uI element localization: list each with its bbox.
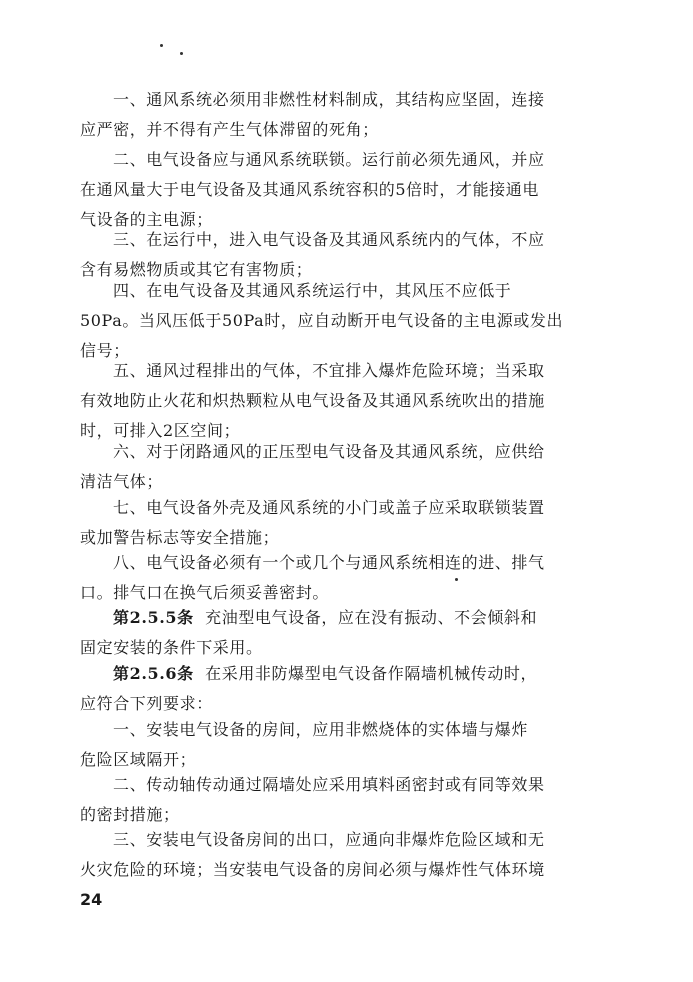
text-line: 气设备的主电源； xyxy=(80,210,213,229)
page-number: 24 xyxy=(80,890,103,909)
text-line: 或加警告标志等安全措施； xyxy=(80,528,280,547)
article-2-5-6 xyxy=(80,659,580,719)
text-line: 一、通风系统必须用非燃性材料制成，其结构应坚固，连接 xyxy=(113,90,545,109)
text-line: 固定安装的条件下采用。 xyxy=(80,638,263,657)
paragraph-1 xyxy=(80,85,580,145)
article-2-5-5 xyxy=(80,603,580,663)
text-line: 时，可排入2区空间； xyxy=(80,421,241,440)
text-line: 应符合下列要求： xyxy=(80,694,213,713)
paragraph-6 xyxy=(80,437,580,497)
text-line: 三、安装电气设备房间的出口，应通向非爆炸危险区域和无 xyxy=(113,830,545,849)
text-line: 一、安装电气设备的房间，应用非燃烧体的实体墙与爆炸 xyxy=(113,720,529,739)
scan-speck xyxy=(455,578,458,581)
paragraph-8 xyxy=(80,548,580,608)
scan-speck xyxy=(160,44,163,47)
text-line: 在通风量大于电气设备及其通风系统容积的5倍时，才能接通电 xyxy=(80,180,539,199)
text-line: 五、通风过程排出的气体，不宜排入爆炸危险环境；当采取 xyxy=(113,361,545,380)
text-line: 二、电气设备应与通风系统联锁。运行前必须先通风，并应 xyxy=(113,150,545,169)
text-line: 二、传动轴传动通过隔墙处应采用填料函密封或有同等效果 xyxy=(113,775,545,794)
text-line: 口。排气口在换气后须妥善密封。 xyxy=(80,583,330,602)
paragraph-13 xyxy=(80,825,580,885)
text-line: 八、电气设备必须有一个或几个与通风系统相连的进、排气 xyxy=(113,553,545,572)
text-line: 清洁气体； xyxy=(80,472,164,491)
paragraph-4 xyxy=(80,276,580,366)
text-line: 应严密，并不得有产生气体滞留的死角； xyxy=(80,120,379,139)
text-line: 危险区域隔开； xyxy=(80,750,197,769)
article-label: 第2.5.6条 xyxy=(113,664,194,683)
text-line: 50Pa。当风压低于50Pa时，应自动断开电气设备的主电源或发出 xyxy=(80,311,564,330)
scan-speck xyxy=(180,52,183,55)
text-line: 火灾危险的环境；当安装电气设备的房间必须与爆炸性气体环境 xyxy=(80,860,545,879)
text-line: 四、在电气设备及其通风系统运行中，其风压不应低于 xyxy=(113,281,512,300)
article-label: 第2.5.5条 xyxy=(113,608,194,627)
text-line: 充油型电气设备，应在没有振动、不会倾斜和 xyxy=(205,608,538,627)
paragraph-2 xyxy=(80,145,580,235)
paragraph-7 xyxy=(80,493,580,553)
text-line: 有效地防止火花和炽热颗粒从电气设备及其通风系统吹出的措施 xyxy=(80,391,545,410)
paragraph-12 xyxy=(80,770,580,830)
text-line: 在采用非防爆型电气设备作隔墙机械传动时， xyxy=(205,664,538,683)
text-line: 六、对于闭路通风的正压型电气设备及其通风系统，应供给 xyxy=(113,442,545,461)
paragraph-11 xyxy=(80,715,580,775)
text-line: 的密封措施； xyxy=(80,805,180,824)
text-line: 七、电气设备外壳及通风系统的小门或盖子应采取联锁装置 xyxy=(113,498,545,517)
paragraph-5 xyxy=(80,356,580,446)
text-line: 三、在运行中，进入电气设备及其通风系统内的气体，不应 xyxy=(113,230,545,249)
text-line: 含有易燃物质或其它有害物质； xyxy=(80,260,313,279)
text-line: 信号； xyxy=(80,341,130,360)
